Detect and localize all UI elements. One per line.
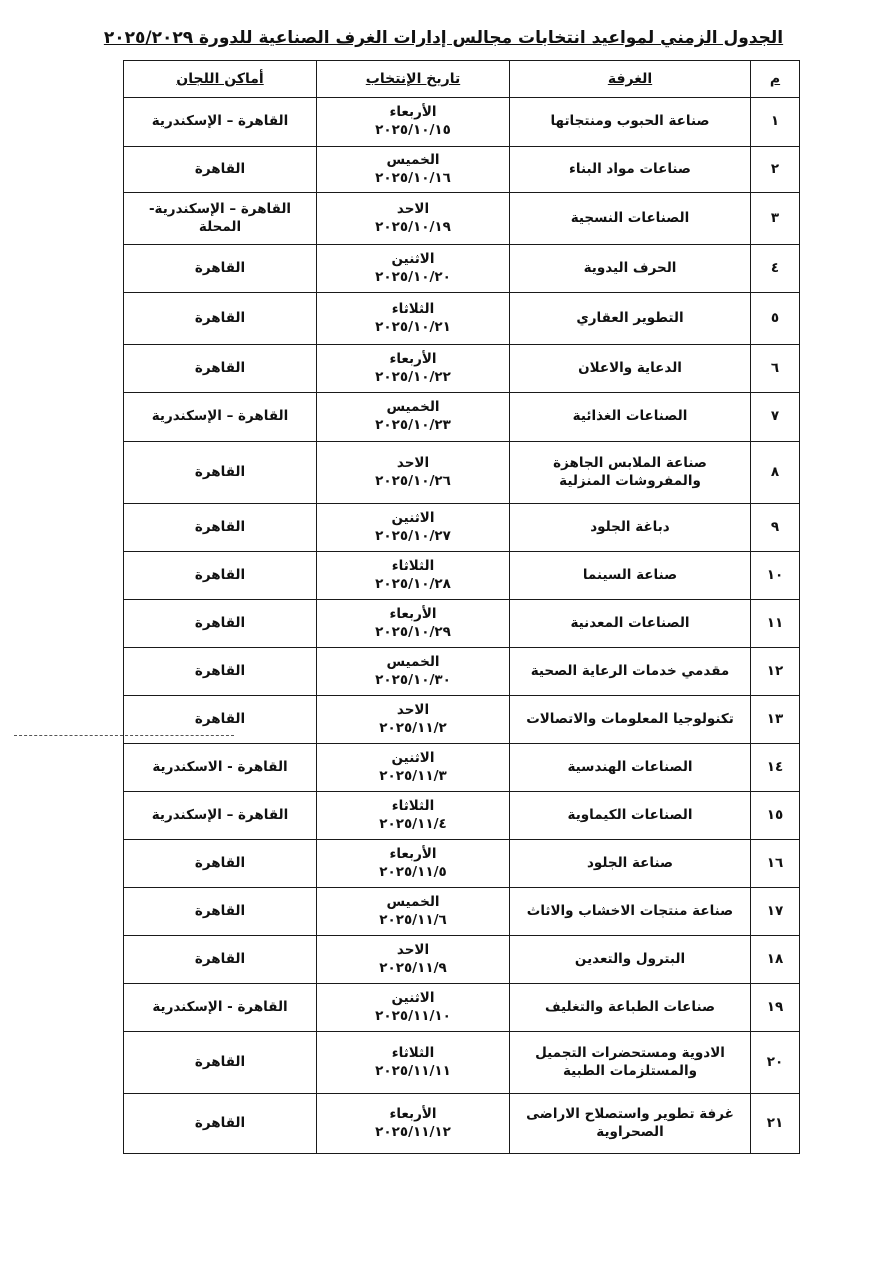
row-place: القاهرة: [124, 648, 317, 696]
row-chamber: الادوية ومستحضرات التجميل والمستلزمات الطبية: [510, 1032, 751, 1094]
table-row: [124, 744, 800, 792]
row-num: ١: [751, 98, 800, 147]
row-place: القاهرة – الإسكندرية: [124, 393, 317, 442]
row-date: [317, 147, 510, 193]
row-num: ٢٠: [751, 1032, 800, 1094]
row-date-day: الأربعاء: [389, 605, 437, 622]
table-row: [124, 193, 800, 245]
row-date-day: الاحد: [396, 454, 430, 471]
row-chamber: صناعة منتجات الاخشاب والاثاث: [510, 888, 751, 936]
row-date-day: الأربعاء: [389, 1105, 437, 1122]
row-place: القاهرة: [124, 936, 317, 984]
row-num: ١٧: [751, 888, 800, 936]
header-num: م: [751, 61, 800, 98]
row-chamber: مقدمي خدمات الرعاية الصحية: [510, 648, 751, 696]
row-date-value: ٢٠٢٥/١٠/١٥: [375, 122, 451, 138]
row-date-value: ٢٠٢٥/١٠/٢١: [375, 318, 451, 335]
row-place: القاهرة: [124, 840, 317, 888]
row-date-day: الخميس: [386, 653, 440, 670]
table-row: [124, 600, 800, 648]
row-num: ٤: [751, 245, 800, 293]
row-date: [317, 293, 510, 345]
row-date: [317, 840, 510, 888]
row-date-value: ٢٠٢٥/١١/٢: [379, 719, 447, 736]
row-date-day: الاحد: [396, 200, 430, 217]
row-place: القاهرة: [124, 552, 317, 600]
row-place: القاهرة – الإسكندرية- المحلة: [124, 193, 317, 245]
row-date-day: الأربعاء: [389, 350, 437, 367]
row-date-value: ٢٠٢٥/١٠/٢٠: [375, 268, 451, 285]
row-date-value: ٢٠٢٥/١٠/٢٨: [375, 575, 451, 592]
row-date-day: الاثنين: [391, 509, 435, 526]
row-chamber: غرفة تطوير واستصلاح الاراضى الصحراوية: [510, 1094, 751, 1154]
row-num: ٨: [751, 442, 800, 504]
row-place: القاهرة: [124, 147, 317, 193]
row-chamber: صناعة السينما: [510, 552, 751, 600]
row-date: [317, 792, 510, 840]
row-date: [317, 744, 510, 792]
row-num: ١٩: [751, 984, 800, 1032]
row-chamber: البترول والتعدين: [510, 936, 751, 984]
row-num: ١٦: [751, 840, 800, 888]
row-num: ٩: [751, 504, 800, 552]
row-date-value: ٢٠٢٥/١٠/٢٧: [375, 527, 451, 544]
row-chamber: الصناعات الهندسية: [510, 744, 751, 792]
table-row: [124, 345, 800, 393]
table-row: [124, 984, 800, 1032]
dashed-line: [14, 735, 234, 736]
document-title: [0, 28, 887, 48]
table-row: [124, 442, 800, 504]
row-date-value: ٢٠٢٥/١١/٩: [379, 959, 447, 976]
row-date-value: ٢٠٢٥/١١/٦: [379, 911, 447, 928]
row-chamber: الصناعات النسجية: [510, 193, 751, 245]
row-place: القاهرة: [124, 888, 317, 936]
row-chamber: الصناعات الغذائية: [510, 393, 751, 442]
row-num: ٥: [751, 293, 800, 345]
table-row: [124, 888, 800, 936]
row-date-value: ٢٠٢٥/١٠/١٦: [375, 169, 451, 186]
table-row: [124, 1094, 800, 1154]
row-date: [317, 888, 510, 936]
row-date-value: ٢٠٢٥/١٠/١٩: [375, 218, 451, 235]
table-row: [124, 147, 800, 193]
table-row: [124, 648, 800, 696]
row-date: [317, 984, 510, 1032]
row-date-day: الاحد: [396, 941, 430, 958]
row-date-value: ٢٠٢٥/١١/٤: [379, 815, 447, 832]
row-date-day: الاثنين: [391, 989, 435, 1006]
row-num: ١٨: [751, 936, 800, 984]
table-row: [124, 840, 800, 888]
row-num: ٢١: [751, 1094, 800, 1154]
row-num: ٦: [751, 345, 800, 393]
row-date: [317, 600, 510, 648]
row-chamber: صناعات مواد البناء: [510, 147, 751, 193]
row-chamber: الحرف اليدوية: [510, 245, 751, 293]
row-date-value: ٢٠٢٥/١٠/٢٢: [375, 368, 451, 385]
table-row: [124, 98, 800, 147]
row-place: القاهرة: [124, 1032, 317, 1094]
row-date-day: الثلاثاء: [391, 797, 435, 814]
row-date-day: الاحد: [396, 701, 430, 718]
row-num: ١١: [751, 600, 800, 648]
row-place: القاهرة: [124, 504, 317, 552]
header-date: تاريخ الإنتخاب: [317, 61, 510, 98]
row-chamber: الدعاية والاعلان: [510, 345, 751, 393]
row-chamber: صناعة الجلود: [510, 840, 751, 888]
row-place: القاهرة – الإسكندرية: [124, 792, 317, 840]
row-date: [317, 345, 510, 393]
row-chamber: التطوير العقاري: [510, 293, 751, 345]
row-num: ١٣: [751, 696, 800, 744]
row-place: القاهرة - الاسكندرية: [124, 744, 317, 792]
row-place: القاهرة: [124, 245, 317, 293]
row-date-day: الخميس: [386, 399, 440, 416]
row-date: [317, 504, 510, 552]
row-num: ١٢: [751, 648, 800, 696]
row-chamber: صناعة الحبوب ومنتجاتها: [510, 98, 751, 147]
row-date: [317, 1094, 510, 1154]
row-chamber: دباغة الجلود: [510, 504, 751, 552]
row-num: ٣: [751, 193, 800, 245]
row-date-value: ٢٠٢٥/١١/١٠: [375, 1007, 451, 1024]
row-date-value: ٢٠٢٥/١١/١١: [375, 1062, 451, 1079]
row-date-value: ٢٠٢٥/١٠/٣٠: [375, 671, 451, 688]
row-chamber: صناعات الطباعة والتغليف: [510, 984, 751, 1032]
row-date: [317, 245, 510, 293]
table-row: [124, 792, 800, 840]
row-date-value: ٢٠٢٥/١٠/٢٦: [375, 472, 451, 489]
row-chamber: الصناعات الكيماوية: [510, 792, 751, 840]
row-date-day: الخميس: [386, 151, 440, 168]
row-date-value: ٢٠٢٥/١١/١٢: [375, 1123, 451, 1140]
row-date-day: الاثنين: [391, 749, 435, 766]
table-row: [124, 696, 800, 744]
row-num: ١٥: [751, 792, 800, 840]
row-date-value: ٢٠٢٥/١٠/٢٩: [375, 623, 451, 640]
row-date: [317, 552, 510, 600]
row-date: [317, 1032, 510, 1094]
row-place: القاهرة: [124, 442, 317, 504]
row-date-day: الثلاثاء: [391, 300, 435, 317]
table-row: [124, 293, 800, 345]
row-date-day: الخميس: [386, 893, 440, 910]
table-row: [124, 245, 800, 293]
table-header-row: [124, 61, 800, 98]
row-date: [317, 442, 510, 504]
row-date-value: ٢٠٢٥/١٠/٢٣: [375, 417, 451, 433]
header-chamber: الغرفة: [510, 61, 751, 98]
row-num: ٢: [751, 147, 800, 193]
table-row: [124, 393, 800, 442]
row-place: القاهرة: [124, 1094, 317, 1154]
row-place: القاهرة: [124, 696, 317, 744]
row-place: القاهرة: [124, 293, 317, 345]
row-num: ١٠: [751, 552, 800, 600]
election-schedule-table: [123, 60, 800, 1154]
table-row: [124, 504, 800, 552]
row-date-day: الثلاثاء: [391, 1044, 435, 1061]
row-place: القاهرة – الإسكندرية: [124, 98, 317, 147]
table-row: [124, 936, 800, 984]
row-date: [317, 936, 510, 984]
row-place: القاهرة: [124, 345, 317, 393]
row-date-value: ٢٠٢٥/١١/٥: [379, 863, 447, 880]
row-date-day: الأربعاء: [389, 104, 437, 121]
row-date: [317, 98, 510, 147]
row-place: القاهرة - الإسكندرية: [124, 984, 317, 1032]
document-title-text: الجدول الزمني لمواعيد انتخابات مجالس إدارات الغرف الصناعية للدورة ٢٠٢٥/٢٠٢٩: [103, 28, 784, 48]
row-place: القاهرة: [124, 600, 317, 648]
row-chamber: صناعة الملابس الجاهزة والمفروشات المنزلية: [510, 442, 751, 504]
row-date-value: ٢٠٢٥/١١/٣: [379, 767, 447, 784]
row-date-day: الثلاثاء: [391, 557, 435, 574]
row-date: [317, 648, 510, 696]
row-date: [317, 696, 510, 744]
row-date: [317, 393, 510, 442]
header-place: أماكن اللجان: [124, 61, 317, 98]
row-date-day: الاثنين: [391, 250, 435, 267]
row-chamber: تكنولوجيا المعلومات والاتصالات: [510, 696, 751, 744]
row-date: [317, 193, 510, 245]
row-date-day: الأربعاء: [389, 845, 437, 862]
table-row: [124, 1032, 800, 1094]
row-chamber: الصناعات المعدنية: [510, 600, 751, 648]
table-body: [124, 98, 800, 1154]
table-row: [124, 552, 800, 600]
row-num: ٧: [751, 393, 800, 442]
row-num: ١٤: [751, 744, 800, 792]
